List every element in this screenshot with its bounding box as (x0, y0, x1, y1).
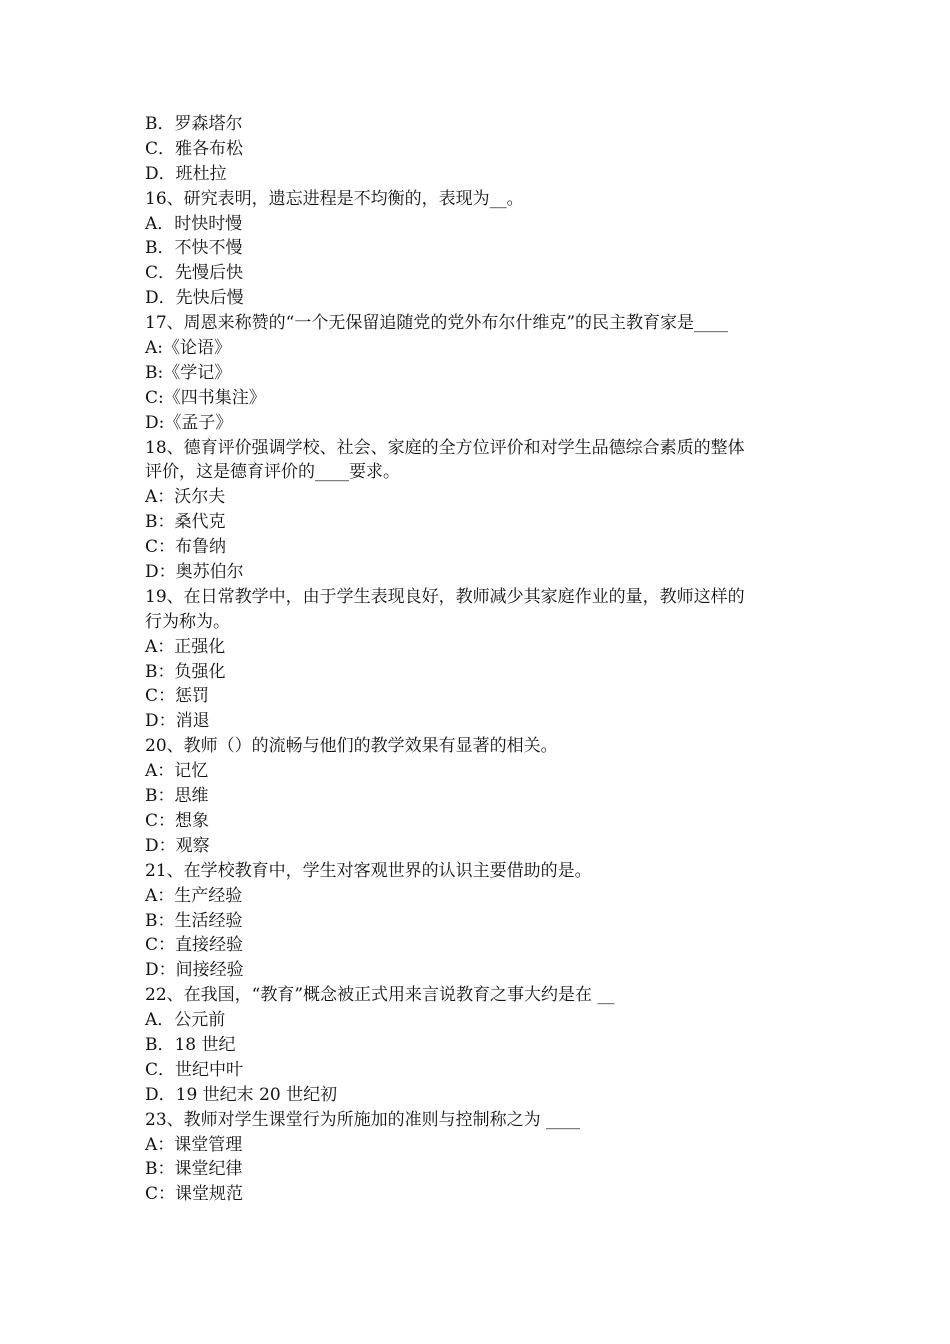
question-18-continuation: 评价，这是德育评价的____要求。 (145, 462, 400, 483)
option-d-line: D：奥苏伯尔 (145, 562, 244, 583)
option-d-line: D：间接经验 (145, 960, 244, 981)
option-c-line: C:《四书集注》 (145, 387, 266, 408)
option-a-line: A：生产经验 (145, 885, 243, 906)
question-21: 21、在学校教育中，学生对客观世界的认识主要借助的是。 (145, 860, 592, 881)
option-c-line: C．先慢后快 (145, 263, 244, 284)
option-d-line: D．先快后慢 (145, 288, 244, 309)
option-b-line: B:《学记》 (145, 362, 232, 383)
option-a-line: A：课堂管理 (145, 1134, 243, 1155)
question-17: 17、周恩来称赞的“一个无保留追随党的党外布尔什维克”的民主教育家是____ (145, 313, 729, 334)
option-c-line: C：惩罚 (145, 686, 210, 707)
option-a-line: A．时快时慢 (145, 213, 243, 234)
option-a-line: A．公元前 (145, 1010, 226, 1031)
option-a-line: A：沃尔夫 (145, 487, 226, 508)
option-a-line: A：正强化 (145, 636, 226, 657)
option-d-line: D．19 世纪末 20 世纪初 (145, 1084, 338, 1105)
option-c-line: C：布鲁纳 (145, 537, 227, 558)
question-19-continuation: 行为称为。 (145, 611, 230, 632)
option-b-line: B：思维 (145, 786, 209, 807)
option-b-line: B：桑代克 (145, 512, 226, 533)
question-20: 20、教师（）的流畅与他们的教学效果有显著的相关。 (145, 736, 558, 757)
option-b-line: B．18 世纪 (145, 1034, 236, 1055)
option-c-line: C．世纪中叶 (145, 1059, 244, 1080)
option-b-line: B．罗森塔尔 (145, 114, 243, 134)
option-b-line: B：课堂纪律 (145, 1159, 243, 1180)
option-c-line: C：想象 (145, 810, 210, 831)
option-b-line: B：负强化 (145, 661, 226, 682)
option-d-line: D．班杜拉 (145, 163, 227, 184)
option-d-line: D：观察 (145, 835, 210, 856)
question-22: 22、在我国，“教育”概念被正式用来言说教育之事大约是在 __ (145, 985, 615, 1006)
option-a-line: A:《论语》 (145, 338, 232, 359)
option-d-line: D:《孟子》 (145, 412, 233, 433)
document-page (145, 112, 825, 1207)
question-23: 23、教师对学生课堂行为所施加的准则与控制称之为 ____ (145, 1109, 581, 1130)
option-c-line: C：直接经验 (145, 935, 244, 956)
option-b-line: B：生活经验 (145, 910, 243, 931)
question-16: 16、研究表明，遗忘进程是不均衡的，表现为__。 (145, 188, 524, 209)
option-b-line: B．不快不慢 (145, 238, 243, 259)
question-18: 18、德育评价强调学校、社会、家庭的全方位评价和对学生品德综合素质的整体 (145, 437, 745, 458)
option-d-line: D：消退 (145, 711, 210, 732)
option-a-line: A：记忆 (145, 761, 209, 782)
option-c-line: C．雅各布松 (145, 138, 244, 159)
option-c-line: C：课堂规范 (145, 1184, 244, 1205)
question-19: 19、在日常教学中，由于学生表现良好，教师减少其家庭作业的量，教师这样的 (145, 586, 745, 607)
